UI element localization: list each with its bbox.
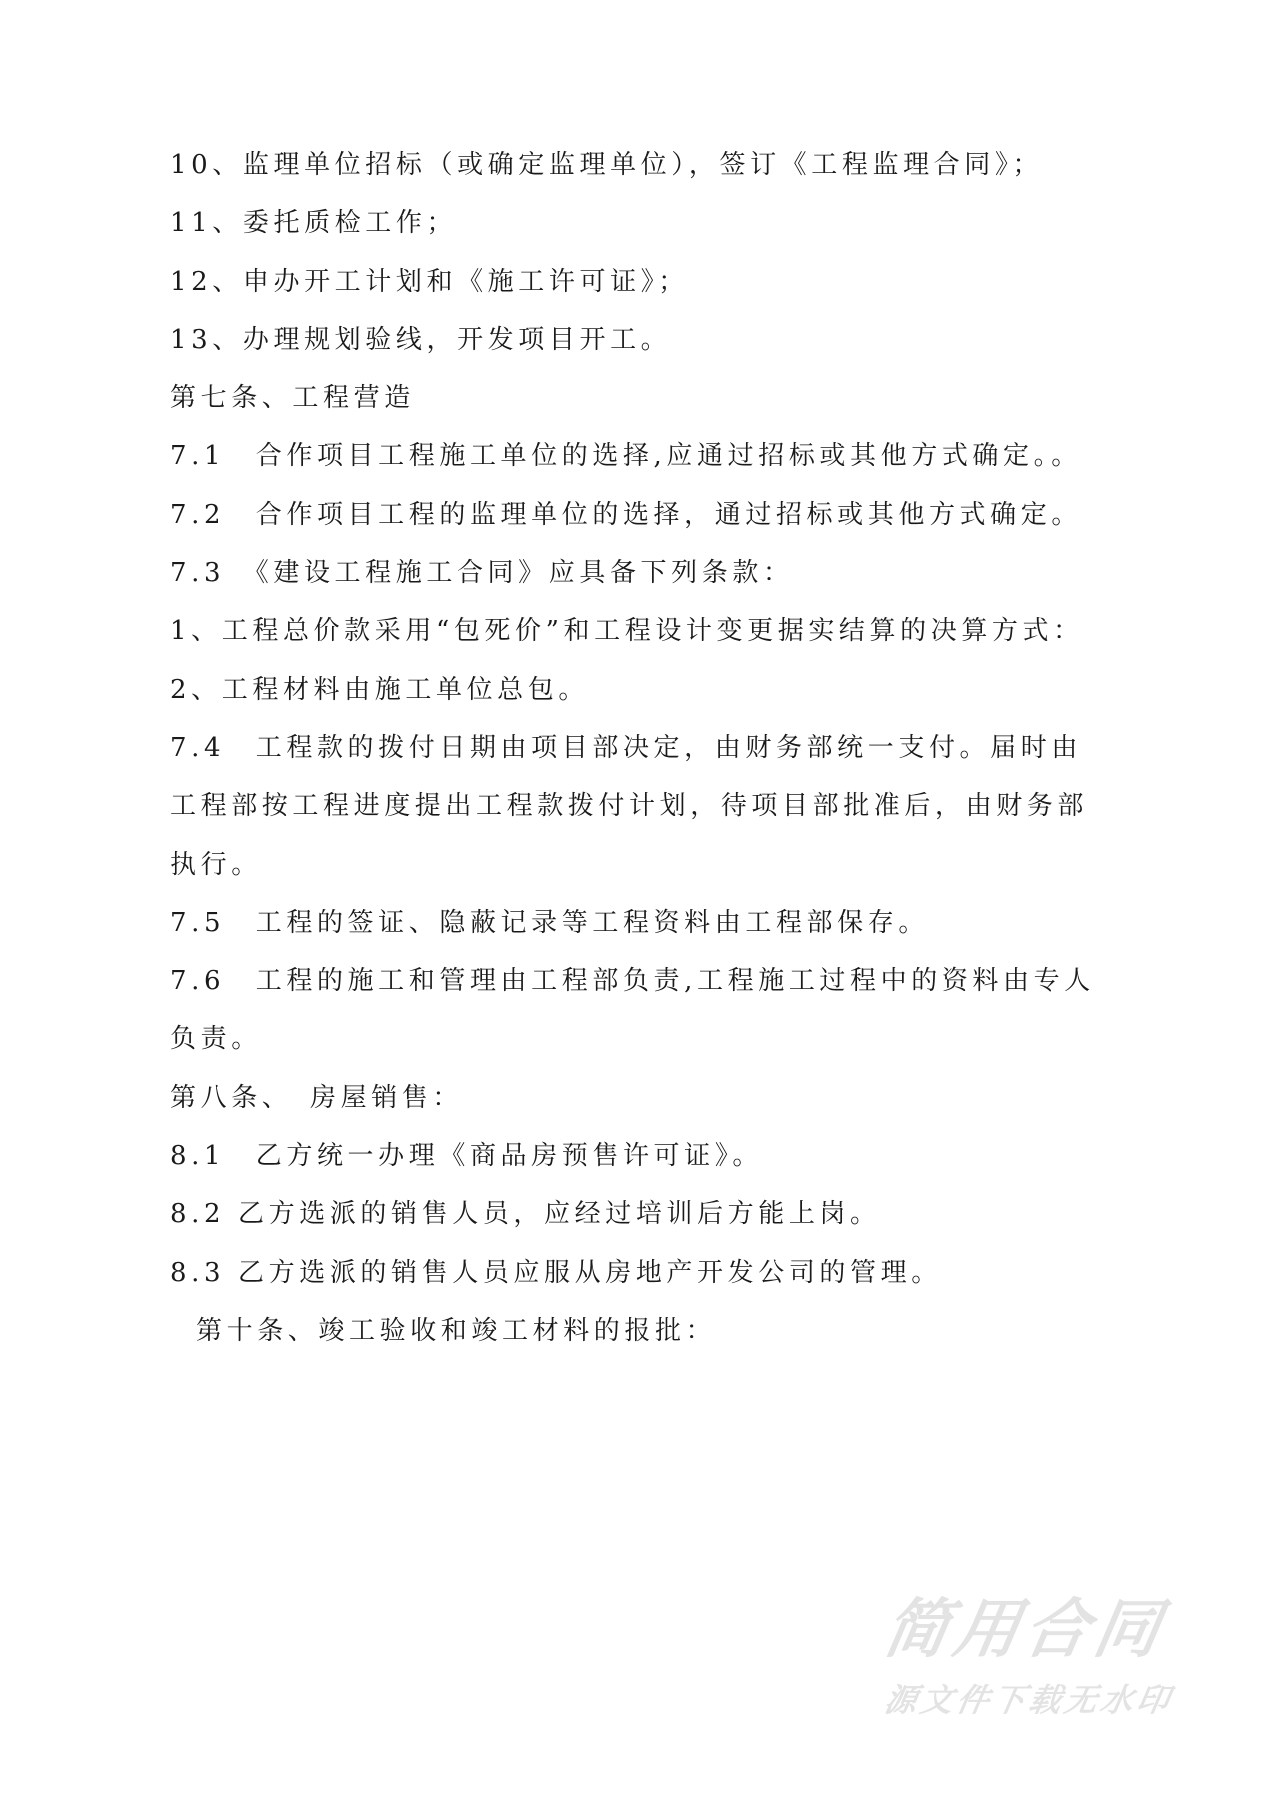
article-8-heading: 第八条、 房屋销售：: [170, 1082, 464, 1113]
watermark-logo: [878, 1590, 1245, 1722]
clause-7-4-end: 执行。: [170, 849, 262, 880]
watermark-title: 简用合同: [878, 1593, 1172, 1667]
clause-7-1: 7.1 合作项目工程施工单位的选择,应通过招标或其他方式确定。。: [170, 441, 1082, 472]
list-item-11: 11、委托质检工作；: [170, 208, 458, 239]
article-10-heading: 第十条、竣工验收和竣工材料的报批：: [196, 1315, 717, 1346]
clause-8-2: 8.2 乙方选派的销售人员，应经过培训后方能上岗。: [170, 1199, 881, 1230]
list-item-10: 10、监理单位招标（或确定监理单位），签订《工程监理合同》；: [170, 150, 1044, 180]
clause-8-1: 8.1 乙方统一办理《商品房预售许可证》。: [170, 1141, 763, 1172]
clause-7-3-item-1: 1、工程总价款采用“包死价”和工程设计变更据实结算的决算方式：: [170, 616, 1084, 647]
clause-7-3: 7.3 《建设工程施工合同》应具备下列条款：: [170, 558, 794, 589]
list-item-13: 13、办理规划验线，开发项目开工。: [170, 324, 672, 355]
clause-7-6-end: 负责。: [170, 1024, 262, 1055]
clause-7-4: 7.4 工程款的拨付日期由项目部决定，由财务部统一支付。届时由: [170, 732, 1082, 763]
article-7-heading: 第七条、工程营造: [170, 383, 415, 414]
clause-7-3-item-2: 2、工程材料由施工单位总包。: [170, 674, 589, 705]
list-item-12: 12、申办开工计划和《施工许可证》；: [170, 266, 689, 297]
clause-7-5: 7.5 工程的签证、隐蔽记录等工程资料由工程部保存。: [170, 907, 929, 938]
clause-8-3: 8.3 乙方选派的销售人员应服从房地产开发公司的管理。: [170, 1257, 942, 1288]
clause-7-6: 7.6 工程的施工和管理由工程部负责,工程施工过程中的资料由专人: [170, 966, 1095, 997]
watermark-subtitle: 源文件下载无水印: [881, 1681, 1177, 1719]
clause-7-2: 7.2 合作项目工程的监理单位的选择，通过招标或其他方式确定。: [170, 499, 1082, 530]
document-body: [170, 140, 1095, 1364]
clause-7-4-continued: 工程部按工程进度提出工程款拨付计划，待项目部批准后，由财务部: [170, 791, 1089, 822]
